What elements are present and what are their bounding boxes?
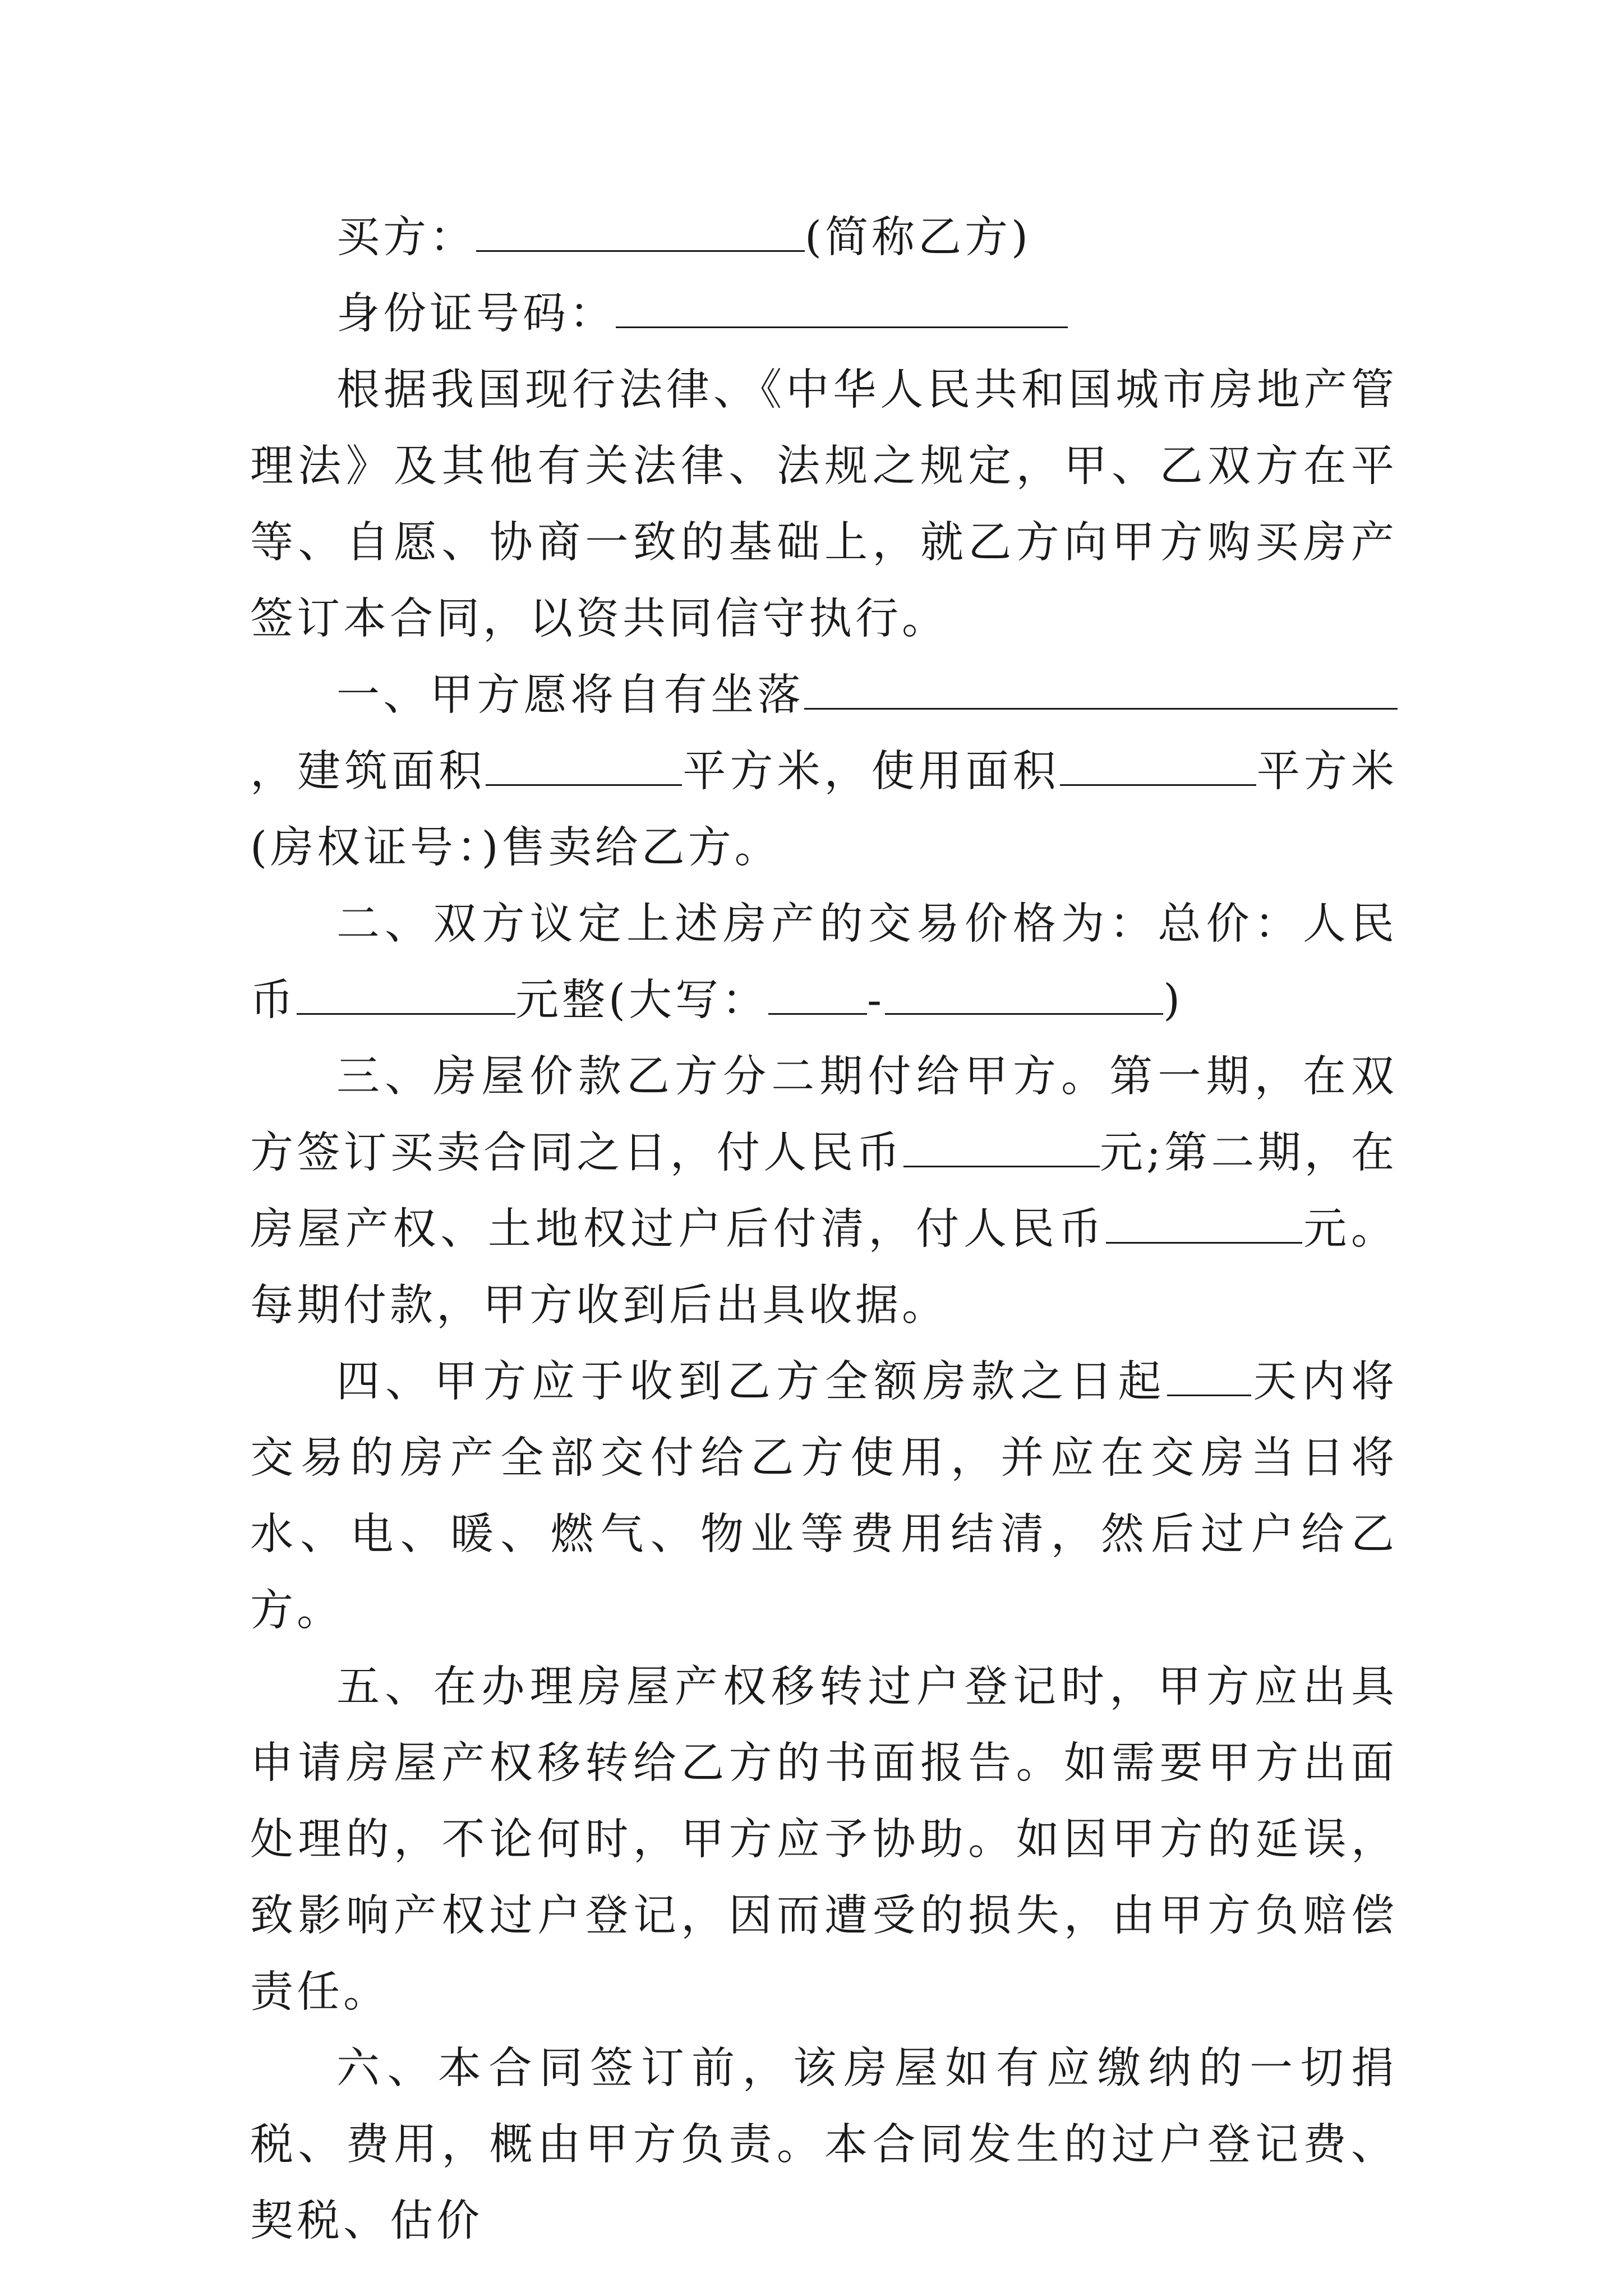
buyer-suffix: (简称乙方) xyxy=(805,213,1032,263)
clause-6: 六、本合同签订前，该房屋如有应缴纳的一切捐税、费用，概由甲方负责。本合同发生的过户登记费、契税、估价 xyxy=(250,2044,1398,2246)
clause-4-text-a: 四、甲方应于收到乙方全额房款之日起 xyxy=(336,1357,1167,1407)
delivery-days-blank xyxy=(1167,1361,1251,1396)
total-price-blank xyxy=(297,979,515,1015)
contract-body xyxy=(250,200,1398,2260)
clause-4 xyxy=(250,1344,1398,1649)
clause-4-text-b: 天内将交易的房产全部交付给乙方使用，并应在交房当日将水、电、暖、燃气、物业等费用结清，然后过户给乙方。 xyxy=(250,1357,1398,1636)
id-number-blank xyxy=(616,293,1068,328)
property-address-blank xyxy=(804,674,1398,710)
clause-1-text-b: ，建筑面积 xyxy=(250,747,486,797)
clause-1-text-c: 平方米，使用面积 xyxy=(682,747,1060,797)
clause-2-text-d: ) xyxy=(1163,976,1184,1025)
clause-2-text-a: 二、双方议定上述房产的交易价格为：总价：人民币 xyxy=(250,899,1398,1025)
clause-3-text-c: 元。每期付款，甲方收到后出具收据。 xyxy=(250,1204,1398,1331)
clause-1 xyxy=(250,657,1398,886)
usable-area-blank xyxy=(1060,751,1256,786)
first-payment-blank xyxy=(903,1132,1100,1167)
id-number-label: 身份证号码： xyxy=(336,289,616,339)
clause-3-text-b: 元;第二期，在房屋产权、土地权过户后付清，付人民币 xyxy=(250,1128,1398,1254)
clause-2 xyxy=(250,886,1398,1039)
id-number-line xyxy=(250,276,1398,352)
building-area-blank xyxy=(486,751,682,786)
clause-1-text-d: 平方米(房权证号：)售卖给乙方。 xyxy=(250,747,1398,873)
second-payment-blank xyxy=(1106,1208,1302,1244)
price-words-blank-2 xyxy=(885,979,1163,1015)
buyer-name-blank xyxy=(476,217,805,252)
preamble-paragraph: 根据我国现行法律、《中华人民共和国城市房地产管理法》及其他有关法律、法规之规定，甲、乙双方在平等、自愿、协商一致的基础上，就乙方向甲方购买房产签订本合同，以资共同信守执行。 xyxy=(250,365,1398,644)
clause-2-text-b: 元整(大写： xyxy=(515,976,769,1025)
clause-5: 五、在办理房屋产权移转过户登记时，甲方应出具申请房屋产权移转给乙方的书面报告。如需要甲方出面处理的，不论何时，甲方应予协助。如因甲方的延误，致影响产权过户登记，因而遭受的损失，由甲方负赔偿责任。 xyxy=(250,1662,1398,2017)
clause-3-text-a: 三、房屋价款乙方分二期付给甲方。第一期，在双方签订买卖合同之日，付人民币 xyxy=(250,1052,1398,1178)
buyer-line xyxy=(250,200,1398,276)
clause-2-dash: - xyxy=(867,976,886,1025)
clause-1-text-a: 一、甲方愿将自有坐落 xyxy=(336,670,804,720)
buyer-label: 买方： xyxy=(336,213,476,263)
clause-3 xyxy=(250,1039,1398,1344)
price-words-blank-1 xyxy=(768,979,867,1015)
